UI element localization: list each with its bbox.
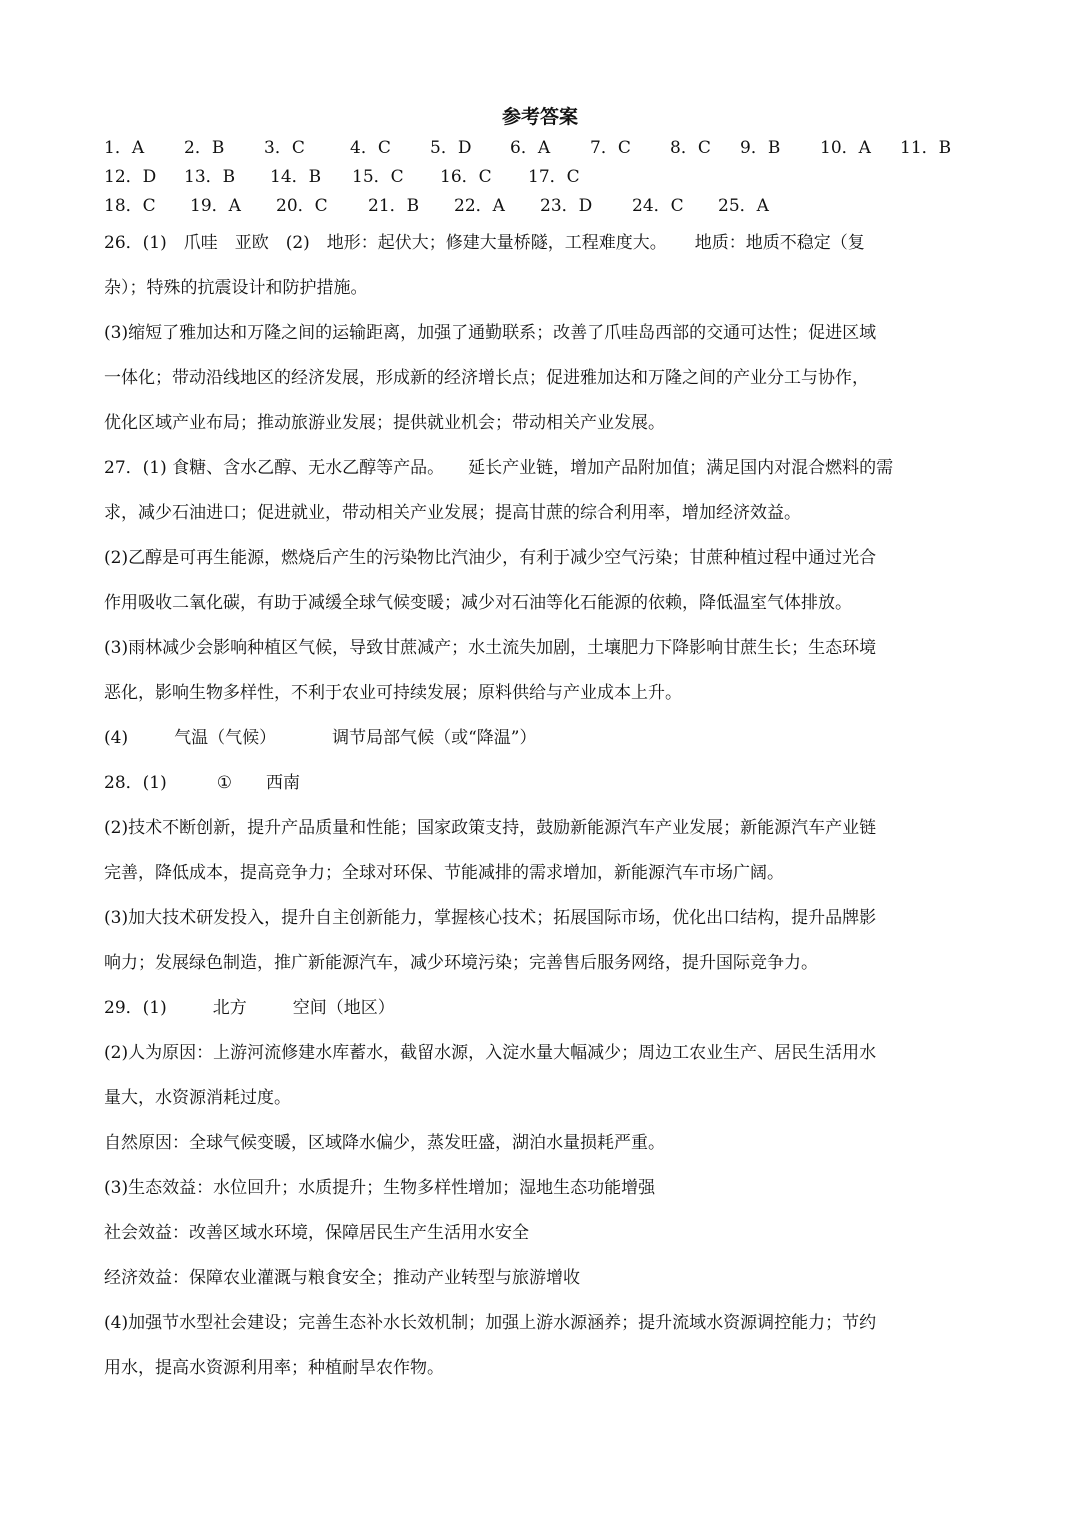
mc-answer: 12．D [104, 167, 157, 187]
mc-answer: 11．B [900, 138, 952, 158]
answer-line: 经济效益：保障农业灌溉与粮食安全；推动产业转型与旅游增收 [104, 1268, 580, 1288]
answer-line: 恶化，影响生物多样性，不利于农业可持续发展；原料供给与产业成本上升。 [104, 683, 682, 703]
mc-row-1 [104, 134, 1020, 163]
answer-line: (3)缩短了雅加达和万隆之间的运输距离，加强了通勤联系；改善了爪哇岛西部的交通可达性；促进区域 [104, 323, 877, 343]
answer-line [104, 761, 1020, 806]
mc-answer: 22．A [454, 196, 505, 216]
answer-line: 量大，水资源消耗过度。 [104, 1088, 291, 1108]
mc-answer: 4．C [350, 138, 391, 158]
mc-answer: 18．C [104, 196, 156, 216]
mc-answer: 21．B [368, 196, 420, 216]
mc-answer: 19．A [190, 196, 241, 216]
mc-answer: 2．B [184, 138, 225, 158]
answer-line: (2)人为原因：上游河流修建水库蓄水，截留水源，入淀水量大幅减少；周边工农业生产、居民生活用水 [104, 1043, 877, 1063]
answer-line: 社会效益：改善区域水环境，保障居民生产生活用水安全 [104, 1223, 529, 1243]
answer-line [104, 446, 1020, 491]
answer-line: (2)乙醇是可再生能源，燃烧后产生的污染物比汽油少，有利于减少空气污染；甘蔗种植过程中通过光合 [104, 548, 877, 568]
answer-text: 延长产业链，增加产品附加值；满足国内对混合燃料的需 [468, 458, 894, 478]
answer-line: 一体化；带动沿线地区的经济发展，形成新的经济增长点；促进雅加达和万隆之间的产业分工与协作， [104, 368, 869, 388]
mc-answer: 1．A [104, 138, 145, 158]
mc-row-2 [104, 163, 1020, 192]
answer-text: 地质：地质不稳定（复 [694, 233, 865, 253]
answer-line: (4)加强节水型社会建设；完善生态补水长效机制；加强上游水源涵养；提升流域水资源调控能力；节约 [104, 1313, 877, 1333]
mc-row-3 [104, 192, 1020, 221]
mc-answer: 13．B [184, 167, 236, 187]
mc-answer: 15．C [352, 167, 404, 187]
answer-line: 求，减少石油进口；促进就业，带动相关产业发展；提高甘蔗的综合利用率，增加经济效益。 [104, 503, 801, 523]
answer-line: 完善，降低成本，提高竞争力；全球对环保、节能减排的需求增加，新能源汽车市场广阔。 [104, 863, 784, 883]
answer-text: 西南 [265, 773, 300, 793]
answer-line [104, 716, 1020, 761]
answer-line: 杂）；特殊的抗震设计和防护措施。 [104, 278, 368, 298]
answer-text: (4) [104, 728, 129, 748]
answer-line [104, 986, 1020, 1031]
answer-line: 优化区域产业布局；推动旅游业发展；提供就业机会；带动相关产业发展。 [104, 413, 665, 433]
mc-answer: 9．B [740, 138, 781, 158]
mc-answer: 20．C [276, 196, 328, 216]
answer-line: (3)雨林减少会影响种植区气候，导致甘蔗减产；水土流失加剧，土壤肥力下降影响甘蔗生长；生态环境 [104, 638, 877, 658]
question-26 [104, 221, 1020, 446]
mc-answer: 25．A [718, 196, 769, 216]
mc-answer: 17．C [528, 167, 580, 187]
mc-answer: 7．C [590, 138, 631, 158]
mc-answer: 24．C [632, 196, 684, 216]
answer-line [104, 221, 1020, 266]
answer-line: 自然原因：全球气候变暖，区域降水偏少，蒸发旺盛，湖泊水量损耗严重。 [104, 1133, 665, 1153]
question-27 [104, 446, 1020, 761]
answer-line: 响力；发展绿色制造，推广新能源汽车，减少环境污染；完善售后服务网络，提升国际竞争力。 [104, 953, 818, 973]
answer-text: 空间（地区） [292, 998, 395, 1018]
answer-line: 作用吸收二氧化碳，有助于减缓全球气候变暖；减少对石油等化石能源的依赖，降低温室气体排放。 [104, 593, 852, 613]
mc-answer: 23．D [540, 196, 593, 216]
answer-text: 29．(1) [104, 998, 167, 1018]
answer-line: (3)生态效益：水位回升；水质提升；生物多样性增加；湿地生态功能增强 [104, 1178, 656, 1198]
mc-answer: 10．A [820, 138, 871, 158]
answer-line: 用水，提高水资源利用率；种植耐旱农作物。 [104, 1358, 444, 1378]
answer-text: 调节局部气候（或“降温”） [332, 728, 537, 748]
answer-text: ① [216, 773, 232, 793]
answer-text: 气温（气候） [174, 728, 277, 748]
answer-line: (3)加大技术研发投入，提升自主创新能力，掌握核心技术；拓展国际市场，优化出口结构，提升品牌影 [104, 908, 877, 928]
answer-text: 28．(1) [104, 773, 167, 793]
mc-answer: 5．D [430, 138, 472, 158]
mc-answer: 14．B [270, 167, 322, 187]
answer-text: 26．(1) 爪哇 亚欧 (2) 地形：起伏大；修建大量桥隧，工程难度大。 [104, 233, 667, 253]
question-29 [104, 986, 1020, 1391]
answer-text: 27．(1) 食糖、含水乙醇、无水乙醇等产品。 [104, 458, 445, 478]
answer-line: (2)技术不断创新，提升产品质量和性能；国家政策支持，鼓励新能源汽车产业发展；新能源汽车产业链 [104, 818, 877, 838]
answer-text: 北方 [212, 998, 247, 1018]
mc-answer: 16．C [440, 167, 492, 187]
mc-answer: 6．A [510, 138, 551, 158]
mc-answer: 3．C [264, 138, 305, 158]
page-title: 参考答案 [501, 106, 578, 128]
question-28 [104, 761, 1020, 986]
mc-answer: 8．C [670, 138, 711, 158]
